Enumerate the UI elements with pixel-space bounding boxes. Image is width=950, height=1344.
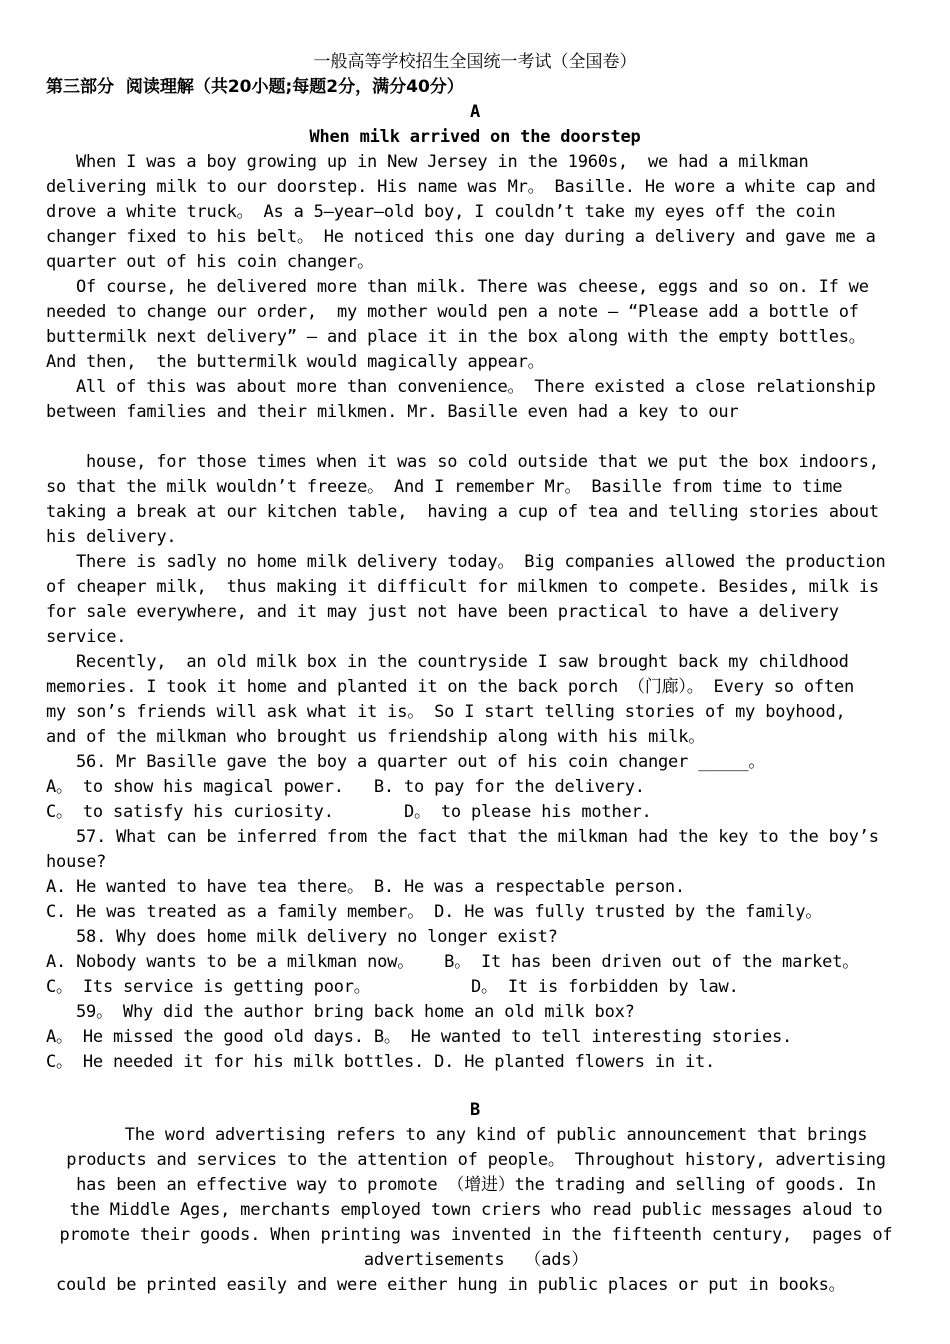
passage-a-line: buttermilk next delivery” — and place it in the box along with the empty bottles。	[46, 327, 866, 347]
passage-a-line: drove a white truck。 As a 5—year—old boy, I couldn’t take my eyes off the coin	[46, 202, 836, 222]
passage-a-letter: A	[469, 102, 481, 122]
passage-a-line: changer fixed to his belt。 He noticed this one day during a delivery and gave me a	[46, 227, 876, 247]
question-59-options: A。 He missed the good old days. B。 He wanted to tell interesting stories.	[46, 1027, 793, 1047]
passage-a-line: for sale everywhere, and it may just not have been practical to have a delivery	[46, 602, 839, 622]
question-57-continued: house?	[46, 852, 107, 872]
question-58-options: C。 Its service is getting poor。 D。 It is forbidden by law.	[46, 977, 739, 997]
passage-b-line: promote their goods. When printing was invented in the fifteenth century, pages of	[59, 1225, 893, 1245]
passage-a-line: between families and their milkmen. Mr. Basille even had a key to our	[46, 402, 739, 422]
question-59-options: C。 He needed it for his milk bottles. D. He planted flowers in it.	[46, 1052, 716, 1072]
question-58: 58. Why does home milk delivery no longer exist?	[76, 927, 558, 947]
passage-a-line: Of course, he delivered more than milk. There was cheese, eggs and so on. If we	[76, 277, 869, 297]
passage-a-line: All of this was about more than convenience。 There existed a close relationship	[76, 377, 876, 397]
passage-b-line: advertisements （ads）	[363, 1250, 589, 1270]
passage-a-line: delivering milk to our doorstep. His name was Mr。 Basille. He wore a white cap and	[46, 177, 876, 197]
passage-b-line: the Middle Ages, merchants employed town criers who read public messages aloud to	[69, 1200, 883, 1220]
passage-b-line: The word advertising refers to any kind of public announcement that brings	[124, 1125, 868, 1145]
passage-b-line: could be printed easily and were either hung in public places or put in books。	[56, 1275, 846, 1295]
passage-a-line: When I was a boy growing up in New Jersey in the 1960s, we had a milkman	[76, 152, 809, 172]
question-58-options: A. Nobody wants to be a milkman now。 B。 It has been driven out of the market。	[46, 952, 860, 972]
passage-a-line: Recently, an old milk box in the countryside I saw brought back my childhood	[76, 652, 849, 672]
passage-a-line: his delivery.	[46, 527, 177, 547]
passage-a-line: taking a break at our kitchen table, having a cup of tea and telling stories about	[46, 502, 879, 522]
question-56-options: C。 to satisfy his curiosity. D。 to please his mother.	[46, 802, 652, 822]
passage-a-line: so that the milk wouldn’t freeze。 And I remember Mr。 Basille from time to time	[46, 477, 843, 497]
passage-a-line: service.	[46, 627, 127, 647]
passage-a-title: When milk arrived on the doorstep	[309, 127, 641, 147]
passage-a-line: my son’s friends will ask what it is。 So I start telling stories of my boyhood,	[46, 702, 846, 722]
question-56: 56. Mr Basille gave the boy a quarter out of his coin changer _____。	[76, 752, 766, 772]
question-59: 59。 Why did the author bring back home an old milk box?	[76, 1002, 635, 1022]
passage-a-line: memories. I took it home and planted it on the back porch （门廊）。 Every so often	[46, 677, 855, 697]
passage-a-line: And then, the buttermilk would magically appear。	[46, 352, 545, 372]
passage-b-line: products and services to the attention of people。 Throughout history, advertising	[66, 1150, 886, 1170]
passage-a-line: of cheaper milk, thus making it difficult for milkmen to compete. Besides, milk is	[46, 577, 879, 597]
passage-a-line: needed to change our order, my mother would pen a note — “Please add a bottle of	[46, 302, 859, 322]
passage-b-line: has been an effective way to promote （增进）the trading and selling of goods. In	[76, 1175, 876, 1195]
passage-a-line: There is sadly no home milk delivery today。 Big companies allowed the production	[76, 552, 886, 572]
question-56-options: A。 to show his magical power. B. to pay for the delivery.	[46, 777, 645, 797]
passage-a-line: quarter out of his coin changer。	[46, 252, 374, 272]
section-title: 第三部分 阅读理解（共20小题;每题2分，满分40分）	[46, 77, 464, 97]
exam-title: 一般高等学校招生全国统一考试（全国卷）	[313, 52, 637, 72]
passage-b-letter: B	[469, 1100, 481, 1120]
passage-a-line: house, for those times when it was so cold outside that we put the box indoors,	[86, 452, 879, 472]
question-57: 57. What can be inferred from the fact that the milkman had the key to the boy’s	[76, 827, 879, 847]
question-57-options: A. He wanted to have tea there。 B. He was a respectable person.	[46, 877, 685, 897]
question-57-options: C. He was treated as a family member。 D. He was fully trusted by the family。	[46, 902, 823, 922]
passage-a-line: and of the milkman who brought us friendship along with his milk。	[46, 727, 706, 747]
